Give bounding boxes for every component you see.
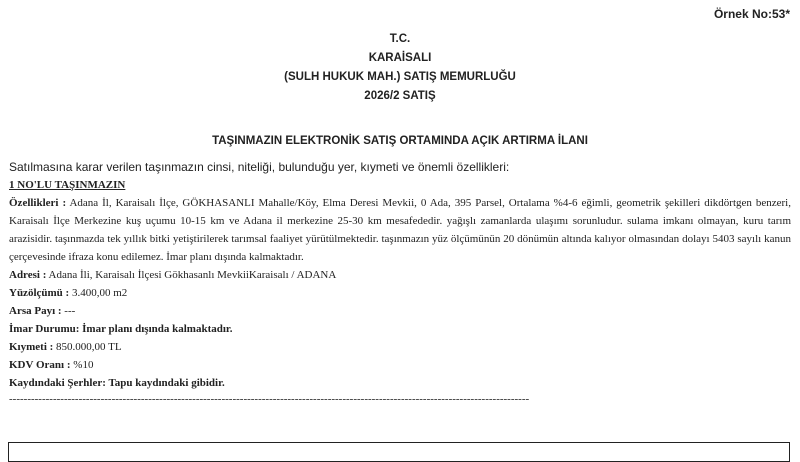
- zoning-value: İmar planı dışında kalmaktadır.: [82, 323, 233, 335]
- header-country: T.C.: [389, 33, 411, 45]
- value-label: Kıymeti :: [9, 341, 54, 353]
- announcement-title: TAŞINMAZIN ELEKTRONİK SATIŞ ORTAMINDA AÇIK ARTIRMA İLANI: [212, 135, 588, 147]
- features-text: Adana İl, Karaisalı İlçe, GÖKHASANLI Mahalle/Köy, Elma Deresi Mevkii, 0 Ada, 395 Parsel, Ortalama %4-6 eğimli, geometrik şekilleri dikdörtgen benzeri, Karaisalı İlçe Merkezine kuş uçumu 10-15 km ve Adana il merkezine 25-30 km mesafededir. yağışlı zamanlarda ulaşımı sorunludur. sulama imkanı olmayan, kuru tarım arazisidir. taşınmazda tek yıllık bitki yetiştirilerek tarımsal faaliyet yürütülmektedir. taşınmazın yüz ölçümünün 20 dönümün altında kalıyor olmasından dolayı 5403 sayılı kanun çerçevesinde ifraza konu edilemez. İmar planı dışında kalmaktadır.: [9, 197, 791, 263]
- property-section: [9, 176, 791, 392]
- address-value: Adana İli, Karaisalı İlçesi Gökhasanlı MevkiiKaraisalı / ADANA: [48, 269, 337, 281]
- header-district: KARAİSALI: [368, 52, 432, 64]
- zoning-row: [9, 320, 791, 338]
- share-row: [9, 302, 791, 320]
- share-label: Arsa Payı :: [9, 305, 62, 317]
- vat-row: [9, 356, 791, 374]
- bordered-box: [8, 442, 790, 462]
- features-label: Özellikleri :: [9, 197, 67, 209]
- header-file-number: 2026/2 SATIŞ: [364, 90, 436, 102]
- document-header: [0, 30, 800, 106]
- area-label: Yüzölçümü :: [9, 287, 70, 299]
- encumbrance-label: Kaydındaki Şerhler:: [9, 377, 106, 389]
- encumbrance-row: [9, 374, 791, 392]
- sample-number: Örnek No:53*: [713, 7, 790, 21]
- zoning-label: İmar Durumu:: [9, 323, 80, 335]
- value-row: [9, 338, 791, 356]
- property-features: [9, 194, 791, 266]
- value-amount: 850.000,00 TL: [56, 341, 122, 353]
- address-label: Adresi :: [9, 269, 47, 281]
- vat-label: KDV Oranı :: [9, 359, 71, 371]
- header-office: (SULH HUKUK MAH.) SATIŞ MEMURLUĞU: [284, 71, 516, 83]
- share-value: ---: [64, 305, 76, 317]
- encumbrance-value: Tapu kaydındaki gibidir.: [108, 377, 225, 389]
- property-section-title: 1 NO'LU TAŞINMAZIN: [9, 179, 126, 191]
- intro-text: Satılmasına karar verilen taşınmazın cinsi, niteliği, bulunduğu yer, kıymeti ve önemli özellikleri:: [9, 160, 510, 174]
- area-row: [9, 284, 791, 302]
- separator-line: ----------------------------------------------------------------------------------------------------------------------------------------------: [9, 393, 530, 405]
- address-row: [9, 266, 791, 284]
- vat-value: %10: [73, 359, 94, 371]
- area-value: 3.400,00 m2: [71, 287, 128, 299]
